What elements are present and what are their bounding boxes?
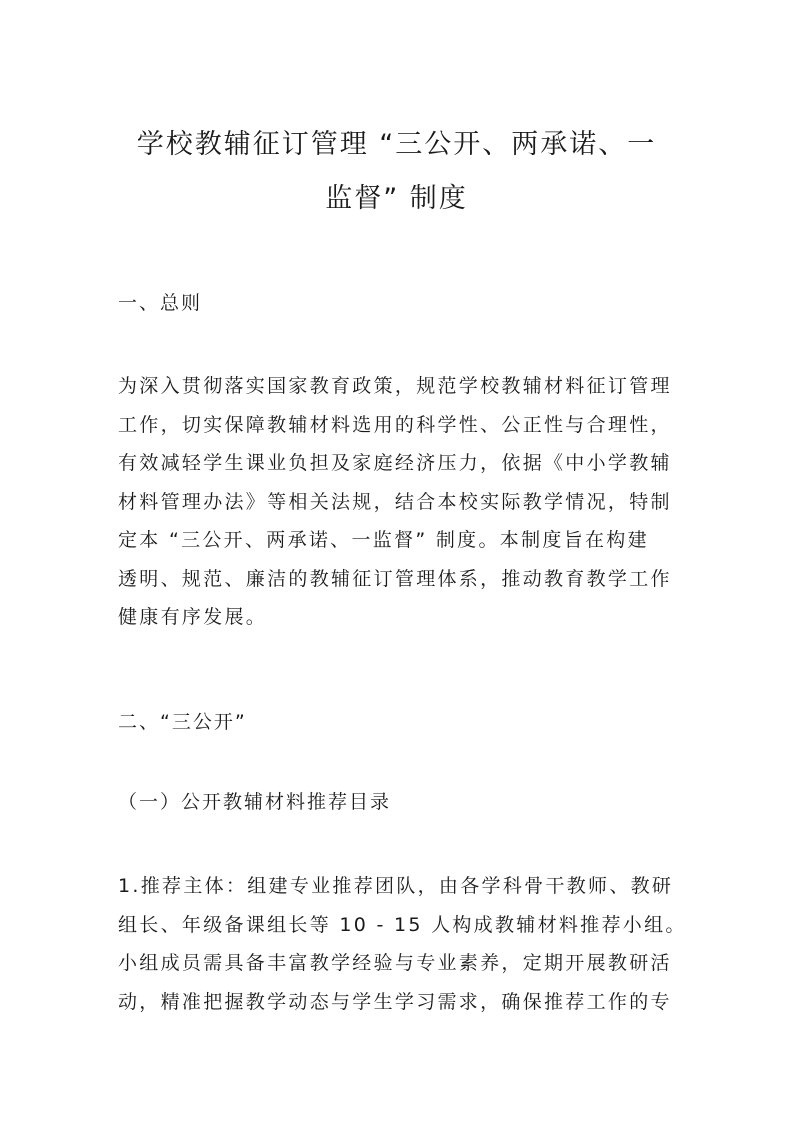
paragraph-line: 为深入贯彻落实国家教育政策，规范学校教辅材料征订管理 [118,375,672,397]
paragraph-line: 材料管理办法》等相关法规，结合本校实际教学情况，特制 [118,490,672,513]
general-paragraph [118,367,678,637]
paragraph-line: 组长、年级备课组长等 10 - 15 人构成教辅材料推荐小组。 [118,913,687,936]
subsection-heading-recommended-catalog: （一）公开教辅材料推荐目录 [118,791,392,813]
title-line: 学校教辅征订管理 “三公开、两承诺、一 [136,129,657,160]
paragraph-line: 定本 “三公开、两承诺、一监督” 制度。本制度旨在构建 [118,529,649,551]
item-paragraph-recommenders [118,867,687,1021]
paragraph-line: 有效减轻学生课业负担及家庭经济压力，依据《中小学教辅 [118,452,672,474]
paragraph-line: 小组成员需具备丰富教学经验与专业素养，定期开展教研活 [118,952,672,974]
paragraph-line: 动，精准把握教学动态与学生学习需求，确保推荐工作的专 [118,990,672,1013]
paragraph-line: 工作，切实保障教辅材料选用的科学性、公正性与合理性， [118,413,672,436]
document-title [60,118,733,226]
paragraph-line: 透明、规范、廉洁的教辅征订管理体系，推动教育教学工作 [118,567,672,590]
paragraph-line: 1.推荐主体：组建专业推荐团队，由各学科骨干教师、教研 [118,875,674,897]
section-heading-general: 一、总则 [118,292,203,314]
section-heading-three-publics: 二、“三公开” [118,711,247,733]
paragraph-line: 健康有序发展。 [118,606,268,628]
title-line: 监督” 制度 [325,183,468,214]
